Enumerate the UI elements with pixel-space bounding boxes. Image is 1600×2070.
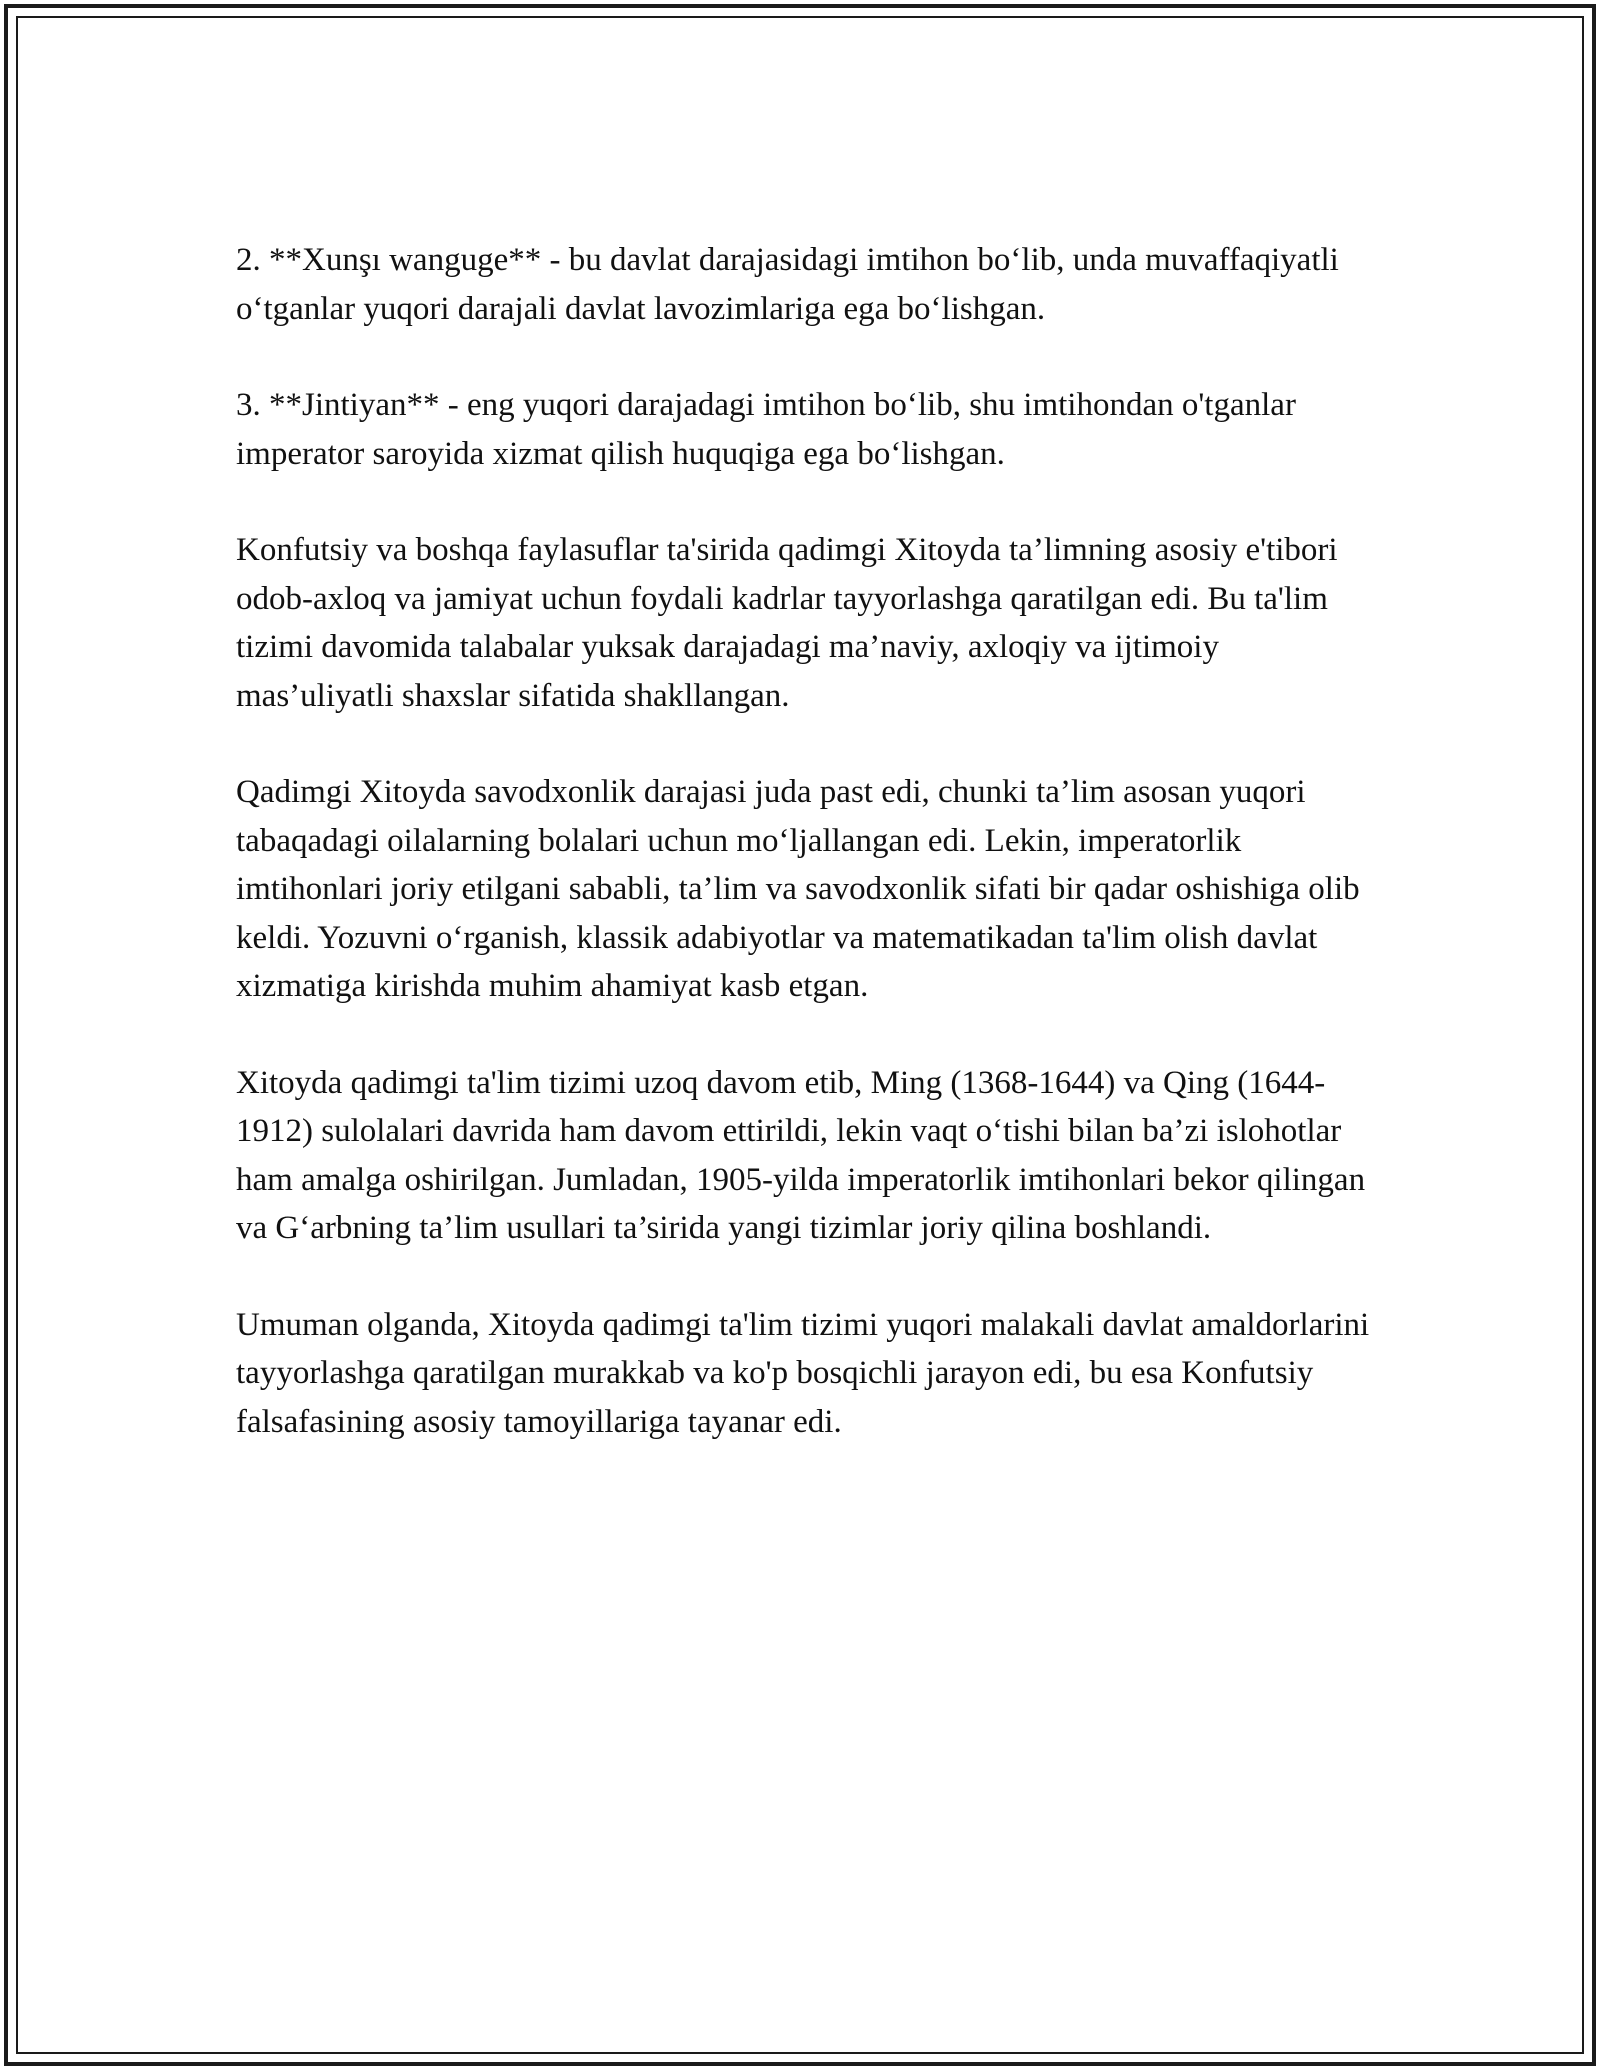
paragraph-conclusion: Umuman olganda, Xitoyda qadimgi ta'lim tizimi yuqori malakali davlat amaldorlarini tayyorlashga qaratilgan murakkab va ko'p bosqichli jarayon edi, bu esa Konfutsiy falsafasining asosiy tamoyillariga tayanar edi.: [236, 1306, 1370, 1440]
paragraph-jintiyan: 3. **Jintiyan** - eng yuqori darajadagi imtihon bo‘lib, shu imtihondan o'tganlar imperator saroyida xizmat qilish huquqiga ega bo‘lishgan.: [236, 387, 1296, 472]
paragraph-literacy: Qadimgi Xitoyda savodxonlik darajasi juda past edi, chunki ta’lim asosan yuqori tabaqadagi oilalarning bolalari uchun mo‘ljallangan edi. Lekin, imperatorlik imtihonlari joriy etilgani sababli, ta’lim va savodxonlik sifati bir qadar oshishiga olib keldi. Yozuvni o‘rganish, klassik adabiyotlar va matematikadan ta'lim olish davlat xizmatiga kirishda muhim ahamiyat kasb etgan.: [236, 774, 1360, 1004]
paragraph-xunshi-wanguge: 2. **Xunşı wanguge** - bu davlat darajasidagi imtihon bo‘lib, unda muvaffaqiyatli o‘tganlar yuqori darajali davlat lavozimlariga ega bo‘lishgan.: [236, 242, 1339, 327]
document-body: [236, 236, 1376, 1494]
paragraph-konfutsiy-influence: Konfutsiy va boshqa faylasuflar ta'sirida qadimgi Xitoyda ta’limning asosiy e'tibori odob-axloq va jamiyat uchun foydali kadrlar tayyorlashga qaratilgan edi. Bu ta'lim tizimi davomida talabalar yuksak darajadagi ma’naviy, axloqiy va ijtimoiy mas’uliyatli shaxslar sifatida shakllangan.: [236, 532, 1338, 714]
paragraph-ming-qing: Xitoyda qadimgi ta'lim tizimi uzoq davom etib, Ming (1368-1644) va Qing (1644-1912) sulolalari davrida ham davom ettirildi, lekin vaqt o‘tishi bilan ba’zi islohotlar ham amalga oshirilgan. Jumladan, 1905-yilda imperatorlik imtihonlari bekor qilingan va G‘arbning ta’lim usullari ta’sirida yangi tizimlar joriy qilina boshlandi.: [236, 1064, 1366, 1246]
